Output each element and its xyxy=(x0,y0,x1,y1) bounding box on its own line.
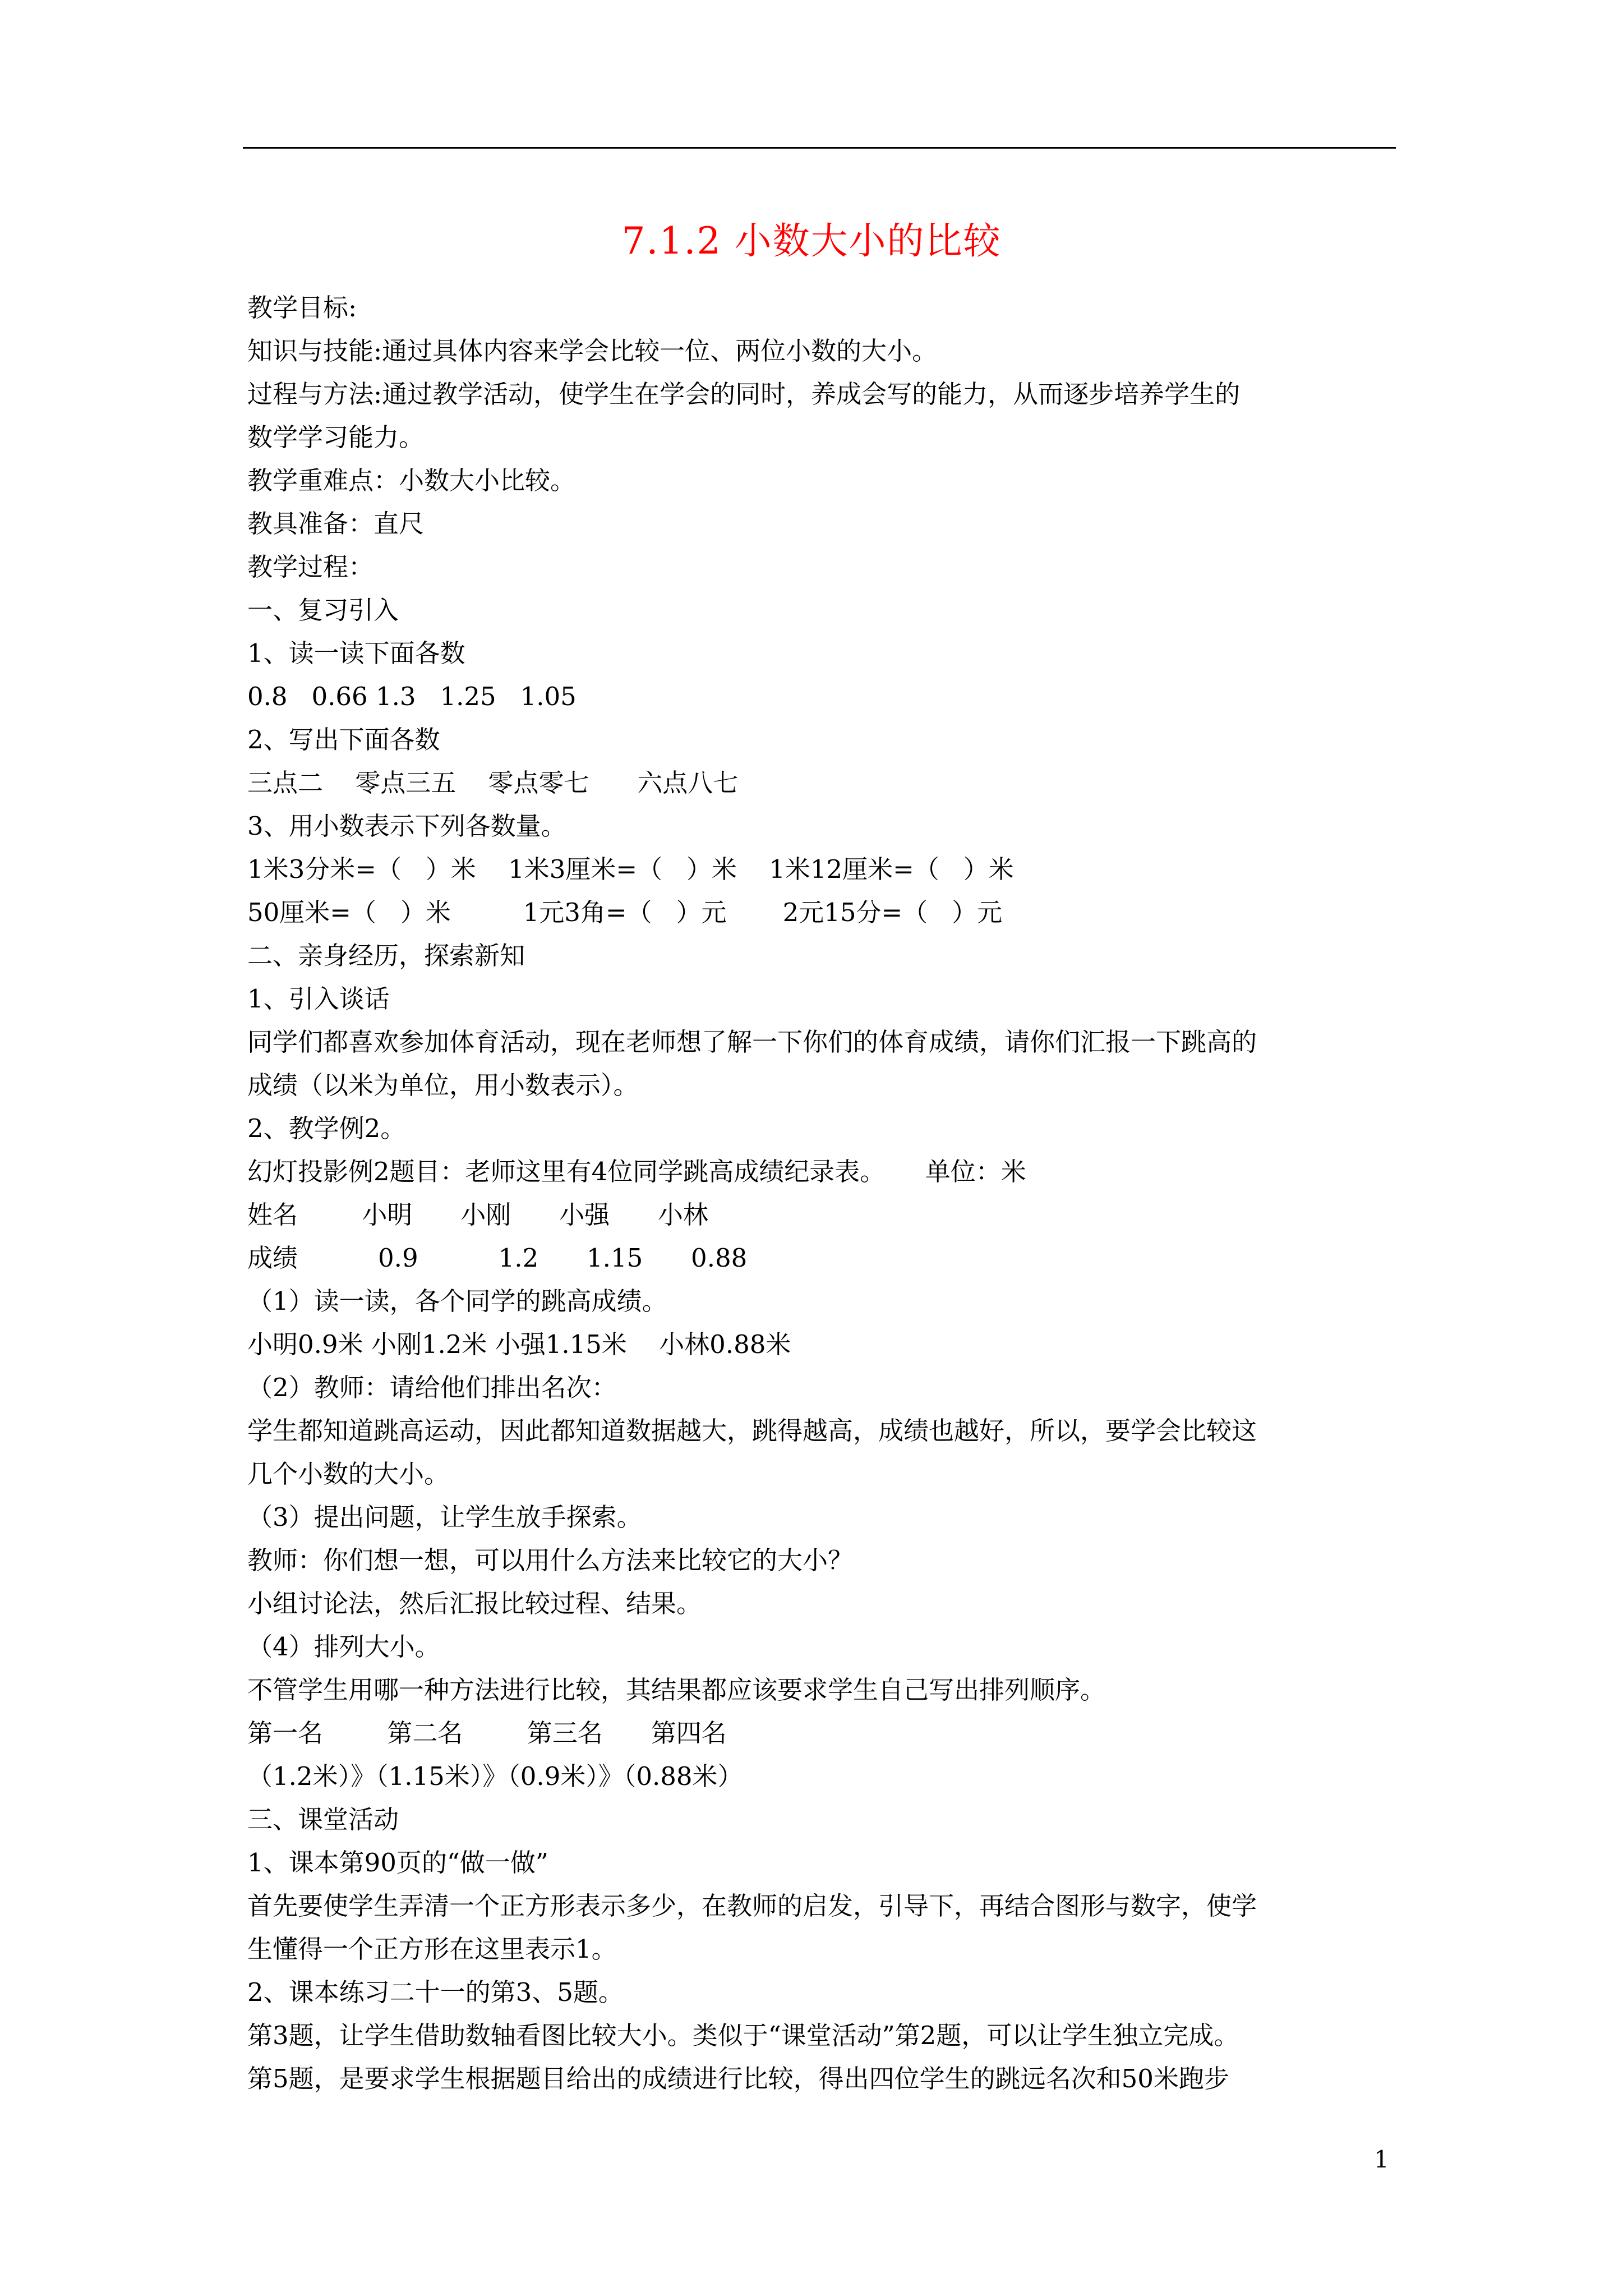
body-line: 教具准备：直尺 xyxy=(247,509,425,539)
body-line: （3）提出问题，让学生放手探索。 xyxy=(247,1502,642,1532)
body-line: 1米3分米=（ ）米 1米3厘米=（ ）米 1米12厘米=（ ）米 xyxy=(247,854,1014,884)
body-line: 同学们都喜欢参加体育活动，现在老师想了解一下你们的体育成绩，请你们汇报一下跳高的 xyxy=(247,1027,1257,1057)
section-heading: 一、复习引入 xyxy=(247,595,399,625)
score-table-row: 成绩 0.9 1.2 1.15 0.88 xyxy=(247,1243,748,1273)
body-line: 首先要使学生弄清一个正方形表示多少，在教师的启发，引导下，再结合图形与数字，使学 xyxy=(247,1891,1257,1921)
header-rule xyxy=(243,147,1396,149)
section-heading: 二、亲身经历，探索新知 xyxy=(247,941,525,970)
body-line: 第3题，让学生借助数轴看图比较大小。类似于“课堂活动”第2题，可以让学生独立完成。 xyxy=(247,2021,1239,2050)
body-line: 教学重难点：小数大小比较。 xyxy=(247,466,576,495)
body-line: 教学目标: xyxy=(247,293,357,323)
body-line: 几个小数的大小。 xyxy=(247,1459,450,1489)
score-table-header: 姓名 小明 小刚 小强 小林 xyxy=(247,1200,708,1230)
body-line: 2、教学例2。 xyxy=(247,1114,406,1143)
body-line: 2、写出下面各数 xyxy=(247,725,440,754)
body-line: 3、用小数表示下列各数量。 xyxy=(247,811,566,841)
body-line: 第5题，是要求学生根据题目给出的成绩进行比较，得出四位学生的跳远名次和50米跑步 xyxy=(247,2064,1229,2093)
document-body xyxy=(247,286,1397,2100)
body-line: 教师：你们想一想，可以用什么方法来比较它的大小？ xyxy=(247,1545,854,1575)
body-line: 2、课本练习二十一的第3、5题。 xyxy=(247,1977,624,2007)
body-line: （1.2米）》（1.15米）》（0.9米）》（0.88米） xyxy=(247,1761,743,1791)
document-title: 7.1.2 小数大小的比较 xyxy=(621,219,1002,263)
body-line: （1）读一读，各个同学的跳高成绩。 xyxy=(247,1286,667,1316)
body-line: 小组讨论法，然后汇报比较过程、结果。 xyxy=(247,1589,702,1618)
body-line: 学生都知道跳高运动，因此都知道数据越大，跳得越高，成绩也越好，所以，要学会比较这 xyxy=(247,1416,1257,1446)
body-line: 0.8 0.66 1.3 1.25 1.05 xyxy=(247,682,577,711)
body-line: 小明0.9米 小刚1.2米 小强1.15米 小林0.88米 xyxy=(247,1329,791,1359)
body-line: 幻灯投影例2题目：老师这里有4位同学跳高成绩纪录表。 单位：米 xyxy=(247,1157,1026,1186)
body-line: 数学学习能力。 xyxy=(247,422,425,452)
body-line: 知识与技能:通过具体内容来学会比较一位、两位小数的大小。 xyxy=(247,336,938,366)
body-line: 1、课本第90页的“做一做” xyxy=(247,1848,548,1878)
body-line: 过程与方法:通过教学活动，使学生在学会的同时，养成会写的能力，从而逐步培养学生的 xyxy=(247,379,1241,409)
body-line: 成绩（以米为单位，用小数表示）。 xyxy=(247,1070,639,1100)
section-heading: 三、课堂活动 xyxy=(247,1805,399,1834)
body-line: 1、引入谈话 xyxy=(247,984,390,1014)
body-line: 50厘米=（ ）米 1元3角=（ ）元 2元15分=（ ）元 xyxy=(247,898,1003,927)
body-line: （4）排列大小。 xyxy=(247,1632,440,1662)
body-line: 教学过程： xyxy=(247,552,374,582)
body-line: 生懂得一个正方形在这里表示1。 xyxy=(247,1934,617,1964)
body-line: （2）教师：请给他们排出名次： xyxy=(247,1373,617,1402)
page-number: 1 xyxy=(1374,2146,1389,2173)
body-line: 三点二 零点三五 零点零七 六点八七 xyxy=(247,768,739,798)
body-line: 第一名 第二名 第三名 第四名 xyxy=(247,1718,727,1748)
body-line: 不管学生用哪一种方法进行比较，其结果都应该要求学生自己写出排列顺序。 xyxy=(247,1675,1106,1705)
body-line: 1、读一读下面各数 xyxy=(247,638,465,668)
